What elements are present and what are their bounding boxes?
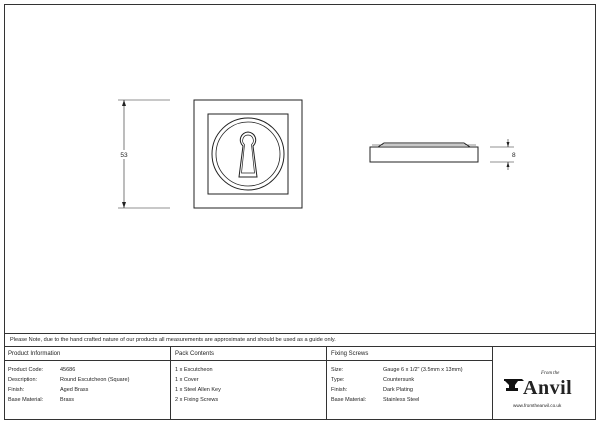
product-information-panel <box>4 347 171 420</box>
height-dimension-label: 53 <box>120 152 128 159</box>
anvil-icon <box>503 377 525 393</box>
product-info-row: Description: Round Escutcheon (Square) <box>8 377 130 383</box>
depth-dimension-label: 8 <box>512 152 516 159</box>
logo-url: www.fromtheanvil.co.uk <box>513 403 562 408</box>
pack-contents-panel <box>171 347 327 420</box>
product-info-row: Base Material: Brass <box>8 397 75 403</box>
fixing-screw-row: Finish: Dark Plating <box>331 387 413 393</box>
fixing-screw-row: Type: Countersunk <box>331 377 415 383</box>
disclaimer-note: Please Note, due to the hand crafted nature of our products all measurements are approximate and should be used as a guide only. <box>4 333 596 346</box>
info-table <box>4 346 596 420</box>
logo-panel <box>493 347 596 420</box>
fixing-screws-panel <box>327 347 493 420</box>
product-info-row: Product Code: 45686 <box>8 367 76 373</box>
inner-square-plate <box>208 114 288 194</box>
fixing-screw-row: Size: Gauge 6 x 1/2" (3.5mm x 13mm) <box>331 367 463 373</box>
pack-item: 1 x Cover <box>175 377 199 383</box>
pack-item: 1 x Escutcheon <box>175 367 213 373</box>
dim-arrow-up <box>122 100 126 106</box>
pack-item: 1 x Steel Allen Key <box>175 387 221 393</box>
fixing-screws-heading: Fixing Screws <box>327 347 492 361</box>
fixing-screw-row: Base Material: Stainless Steel <box>331 397 420 403</box>
pack-contents-heading: Pack Contents <box>171 347 326 361</box>
outer-square-plate <box>194 100 302 208</box>
pack-item: 2 x Fixing Screws <box>175 397 219 403</box>
dim-arrow-down <box>122 202 126 208</box>
round-escutcheon-outer <box>212 118 284 190</box>
product-info-row: Finish: Aged Brass <box>8 387 89 393</box>
keyhole-inner-icon <box>242 135 255 173</box>
side-view-base <box>370 147 478 162</box>
brand-logo <box>493 361 596 419</box>
logo-from-the: From the <box>541 371 560 376</box>
logo-brand-name: Anvil <box>523 377 573 399</box>
product-information-heading: Product Information <box>4 347 170 361</box>
